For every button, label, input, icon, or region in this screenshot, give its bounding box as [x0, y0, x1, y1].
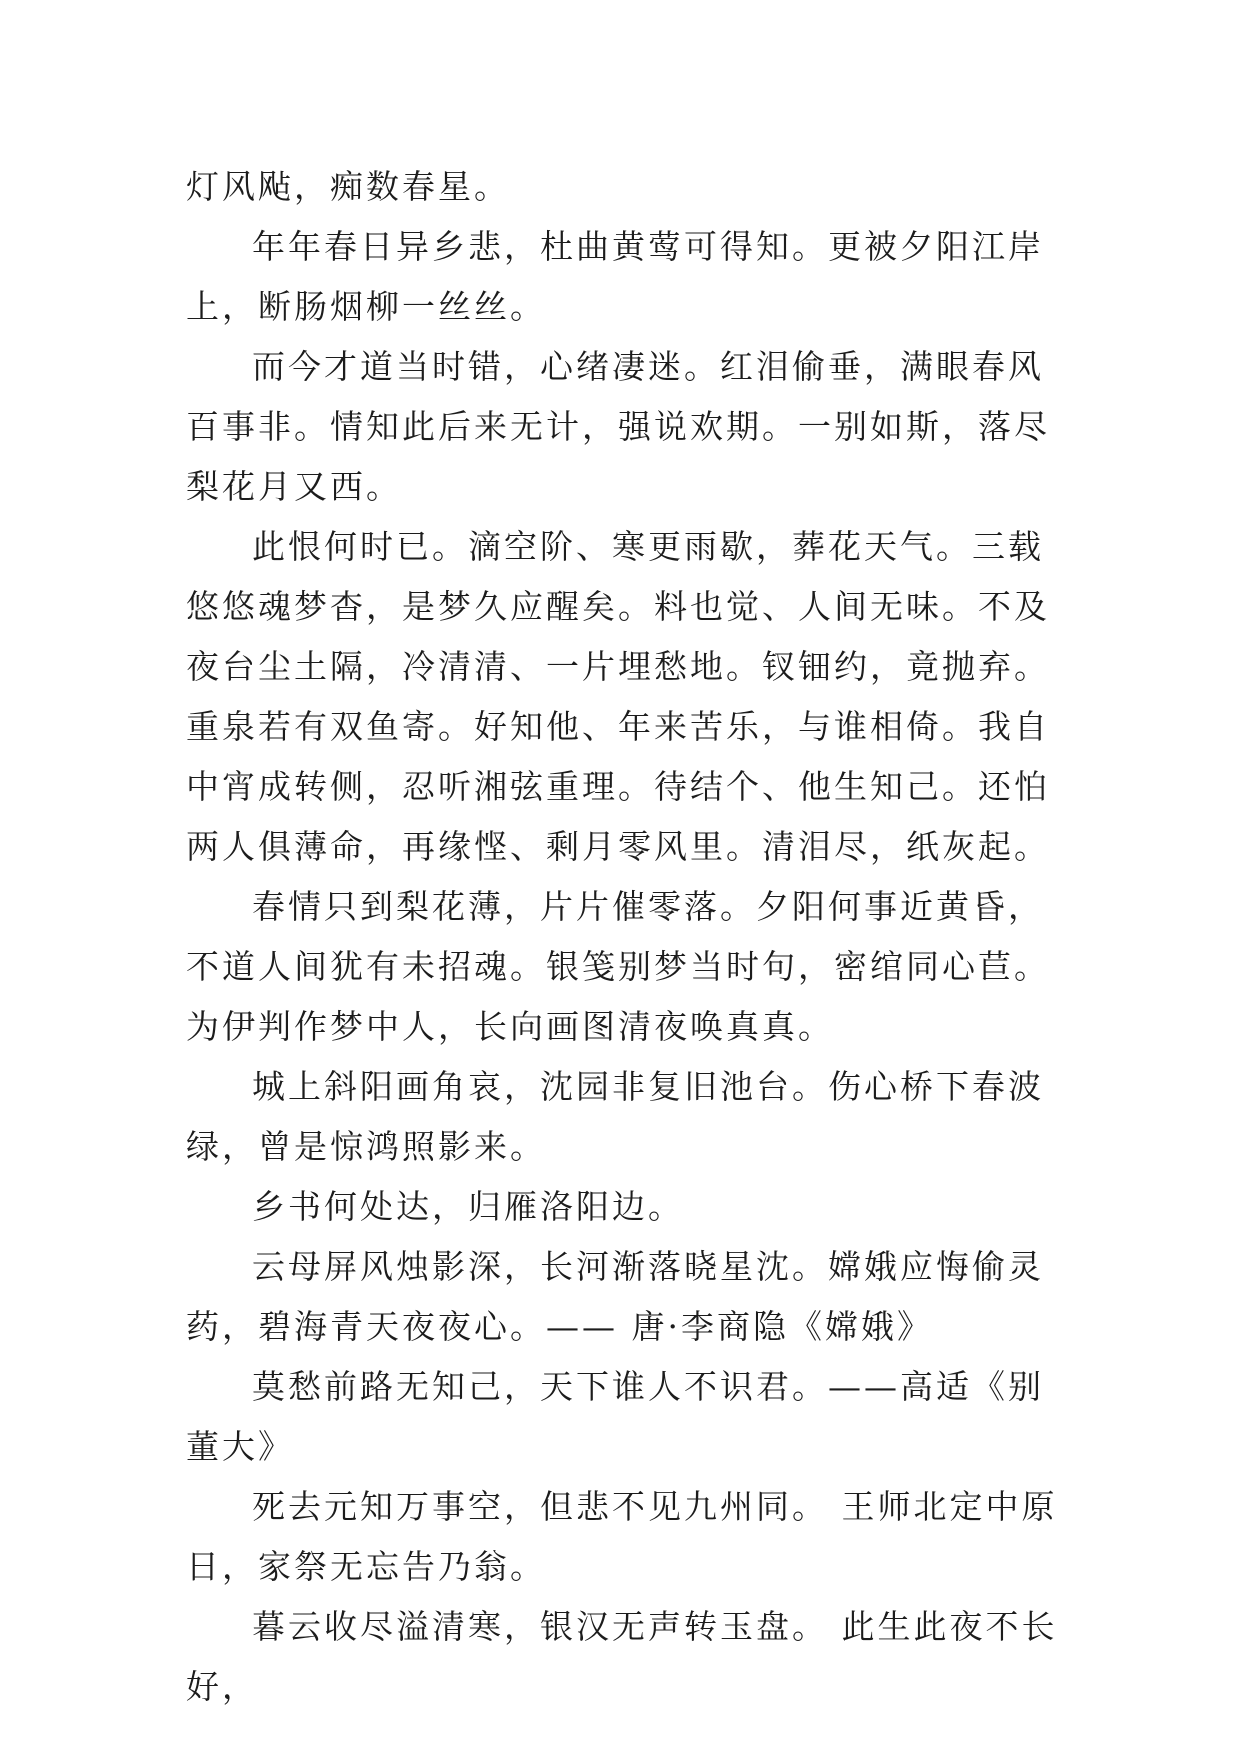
paragraph: 灯风飐，痴数春星。	[186, 167, 510, 206]
paragraph: 春情只到梨花薄，片片催零落。夕阳何事近黄昏，不道人间犹有未招魂。银笺别梦当时句，密绾同心苣。为伊判作梦中人，长向画图清夜唤真真。	[186, 887, 1050, 1046]
paragraph: 城上斜阳画角哀，沈园非复旧池台。伤心桥下春波绿，曾是惊鸿照影来。	[186, 1067, 1044, 1166]
paragraph: 暮云收尽溢清寒，银汉无声转玉盘。 此生此夜不长好，	[186, 1607, 1058, 1706]
paragraph: 莫愁前路无知己，天下谁人不识君。——高适《别董大》	[186, 1367, 1044, 1466]
paragraph: 而今才道当时错，心绪凄迷。红泪偷垂，满眼春风百事非。情知此后来无计，强说欢期。一别如斯，落尽梨花月又西。	[186, 347, 1050, 506]
paragraph: 乡书何处达，归雁洛阳边。	[252, 1187, 684, 1226]
paragraph: 死去元知万事空，但悲不见九州同。 王师北定中原日，家祭无忘告乃翁。	[186, 1487, 1058, 1586]
paragraph: 此恨何时已。滴空阶、寒更雨歇，葬花天气。三载悠悠魂梦杳，是梦久应醒矣。料也觉、人间无味。不及夜台尘土隔，冷清清、一片埋愁地。钗钿约，竟抛弃。重泉若有双鱼寄。好知他、年来苦乐，与谁相倚。我自中宵成转侧，忍听湘弦重理。待结个、他生知己。还怕两人俱薄命，再缘悭、剩月零风里。清泪尽，纸灰起。	[186, 527, 1050, 866]
document-body	[186, 157, 1076, 1717]
paragraph: 年年春日异乡悲，杜曲黄莺可得知。更被夕阳江岸上，断肠烟柳一丝丝。	[186, 227, 1044, 326]
paragraph: 云母屏风烛影深，长河渐落晓星沈。嫦娥应悔偷灵药，碧海青天夜夜心。—— 唐·李商隐《嫦娥》	[186, 1247, 1044, 1346]
